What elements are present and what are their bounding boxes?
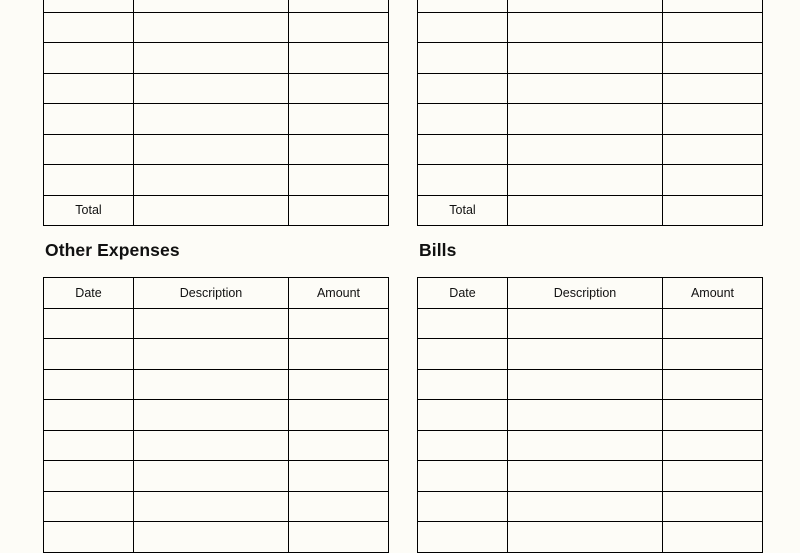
cell-description[interactable] (508, 308, 663, 339)
column-header-description: Description (134, 278, 289, 309)
cell-date[interactable] (418, 43, 508, 74)
cell-date[interactable] (418, 400, 508, 431)
cell-amount[interactable] (289, 73, 389, 104)
section-heading-bills: Bills (419, 240, 457, 260)
table-total-row[interactable] (44, 195, 389, 226)
cell-date[interactable] (44, 165, 134, 196)
cell-description[interactable] (508, 165, 663, 196)
table-row[interactable] (44, 165, 389, 196)
cell-date[interactable] (44, 104, 134, 135)
table-row[interactable] (418, 0, 763, 12)
cell-description[interactable] (508, 73, 663, 104)
cell-amount[interactable] (289, 339, 389, 370)
cell-amount[interactable] (663, 73, 763, 104)
table-row[interactable] (44, 0, 389, 12)
table-row[interactable] (418, 165, 763, 196)
cell-date[interactable] (418, 430, 508, 461)
cell-date[interactable] (418, 491, 508, 522)
cell-date[interactable] (44, 430, 134, 461)
cell-amount[interactable] (663, 0, 763, 12)
cell-amount[interactable] (663, 522, 763, 553)
cell-date[interactable] (418, 522, 508, 553)
column-header-date: Date (418, 278, 508, 309)
cell-description[interactable] (134, 134, 289, 165)
table-row[interactable] (44, 104, 389, 135)
cell-description[interactable] (508, 104, 663, 135)
cell-amount[interactable] (289, 43, 389, 74)
top-table-right-wrapper (417, 0, 762, 226)
table-header-row (44, 278, 389, 309)
cell-amount[interactable] (289, 195, 389, 226)
cell-description[interactable] (508, 461, 663, 492)
top-tables-row (0, 0, 800, 226)
cell-amount[interactable] (289, 400, 389, 431)
cell-amount[interactable] (289, 308, 389, 339)
cell-amount[interactable] (289, 522, 389, 553)
table-row[interactable] (418, 339, 763, 370)
cell-amount[interactable] (663, 43, 763, 74)
cell-date[interactable] (44, 308, 134, 339)
cell-description[interactable] (134, 430, 289, 461)
table-row[interactable] (418, 461, 763, 492)
cell-amount[interactable] (663, 12, 763, 43)
cell-date[interactable] (44, 461, 134, 492)
table-row[interactable] (44, 73, 389, 104)
table-row[interactable] (418, 400, 763, 431)
table-row[interactable] (44, 12, 389, 43)
section-headings-row (0, 240, 800, 261)
table-row[interactable] (44, 491, 389, 522)
cell-date[interactable] (418, 369, 508, 400)
cell-date[interactable] (418, 308, 508, 339)
cell-amount[interactable] (663, 165, 763, 196)
cell-description[interactable] (508, 339, 663, 370)
cell-amount[interactable] (289, 134, 389, 165)
table-total-row[interactable] (418, 195, 763, 226)
cell-date[interactable] (44, 369, 134, 400)
cell-description[interactable] (134, 339, 289, 370)
total-label: Total (44, 195, 134, 226)
other-expenses-table-wrapper (43, 277, 388, 553)
cell-description[interactable] (508, 134, 663, 165)
cell-date[interactable] (44, 134, 134, 165)
table-row[interactable] (418, 73, 763, 104)
cell-date[interactable] (44, 12, 134, 43)
cell-date[interactable] (418, 339, 508, 370)
table-row[interactable] (44, 400, 389, 431)
cell-amount[interactable] (289, 461, 389, 492)
cell-description[interactable] (134, 43, 289, 74)
total-label: Total (418, 195, 508, 226)
cell-description[interactable] (134, 73, 289, 104)
section-heading-bills-wrapper (419, 240, 792, 261)
cell-description[interactable] (134, 12, 289, 43)
cell-date[interactable] (44, 339, 134, 370)
cell-amount[interactable] (289, 12, 389, 43)
table-row[interactable] (418, 308, 763, 339)
table-row[interactable] (418, 522, 763, 553)
table-row[interactable] (418, 491, 763, 522)
cell-amount[interactable] (289, 165, 389, 196)
table-row[interactable] (44, 369, 389, 400)
cell-date[interactable] (418, 104, 508, 135)
cell-description[interactable] (134, 165, 289, 196)
cell-date[interactable] (44, 73, 134, 104)
cell-date[interactable] (418, 165, 508, 196)
table-row[interactable] (44, 308, 389, 339)
cell-description[interactable] (134, 308, 289, 339)
table-row[interactable] (418, 369, 763, 400)
column-header-description: Description (508, 278, 663, 309)
column-header-amount: Amount (289, 278, 389, 309)
column-header-date: Date (44, 278, 134, 309)
bills-table (417, 277, 763, 553)
cell-amount[interactable] (289, 0, 389, 12)
cell-description[interactable] (508, 522, 663, 553)
table-row[interactable] (418, 134, 763, 165)
section-heading-other-expenses-wrapper (45, 240, 418, 261)
cell-amount[interactable] (663, 195, 763, 226)
cell-date[interactable] (44, 522, 134, 553)
cell-amount[interactable] (663, 430, 763, 461)
cell-description[interactable] (508, 0, 663, 12)
cell-amount[interactable] (663, 339, 763, 370)
table-row[interactable] (44, 430, 389, 461)
cell-description[interactable] (134, 0, 289, 12)
cell-description[interactable] (134, 369, 289, 400)
cell-date[interactable] (44, 400, 134, 431)
cell-amount[interactable] (663, 104, 763, 135)
cell-description[interactable] (508, 369, 663, 400)
cell-description[interactable] (134, 461, 289, 492)
section-tables-row (0, 277, 800, 553)
table-row[interactable] (44, 461, 389, 492)
cell-date[interactable] (44, 43, 134, 74)
cell-date[interactable] (418, 12, 508, 43)
cell-description[interactable] (508, 195, 663, 226)
table-header-row (418, 278, 763, 309)
cell-amount[interactable] (289, 491, 389, 522)
bills-table-wrapper (417, 277, 762, 553)
cell-date[interactable] (418, 0, 508, 12)
cell-description[interactable] (134, 491, 289, 522)
top-table-right (417, 0, 763, 226)
cell-amount[interactable] (663, 400, 763, 431)
table-row[interactable] (44, 43, 389, 74)
cell-description[interactable] (508, 491, 663, 522)
cell-description[interactable] (508, 400, 663, 431)
table-row[interactable] (418, 12, 763, 43)
cell-amount[interactable] (663, 491, 763, 522)
table-row[interactable] (44, 339, 389, 370)
cell-amount[interactable] (289, 104, 389, 135)
cell-amount[interactable] (289, 430, 389, 461)
cell-date[interactable] (44, 491, 134, 522)
column-header-amount: Amount (663, 278, 763, 309)
cell-description[interactable] (134, 104, 289, 135)
cell-date[interactable] (418, 134, 508, 165)
cell-amount[interactable] (663, 369, 763, 400)
cell-date[interactable] (418, 73, 508, 104)
cell-amount[interactable] (663, 461, 763, 492)
cell-amount[interactable] (663, 134, 763, 165)
top-table-left (43, 0, 389, 226)
cell-amount[interactable] (663, 308, 763, 339)
cell-description[interactable] (134, 522, 289, 553)
table-row[interactable] (418, 104, 763, 135)
top-table-left-wrapper (43, 0, 388, 226)
other-expenses-table (43, 277, 389, 553)
table-row[interactable] (418, 430, 763, 461)
cell-description[interactable] (134, 195, 289, 226)
table-row[interactable] (44, 522, 389, 553)
cell-description[interactable] (508, 12, 663, 43)
cell-description[interactable] (134, 400, 289, 431)
section-heading-other-expenses: Other Expenses (45, 240, 180, 260)
cell-description[interactable] (508, 43, 663, 74)
cell-description[interactable] (508, 430, 663, 461)
table-row[interactable] (44, 134, 389, 165)
cell-date[interactable] (44, 0, 134, 12)
table-row[interactable] (418, 43, 763, 74)
cell-date[interactable] (418, 461, 508, 492)
cell-amount[interactable] (289, 369, 389, 400)
